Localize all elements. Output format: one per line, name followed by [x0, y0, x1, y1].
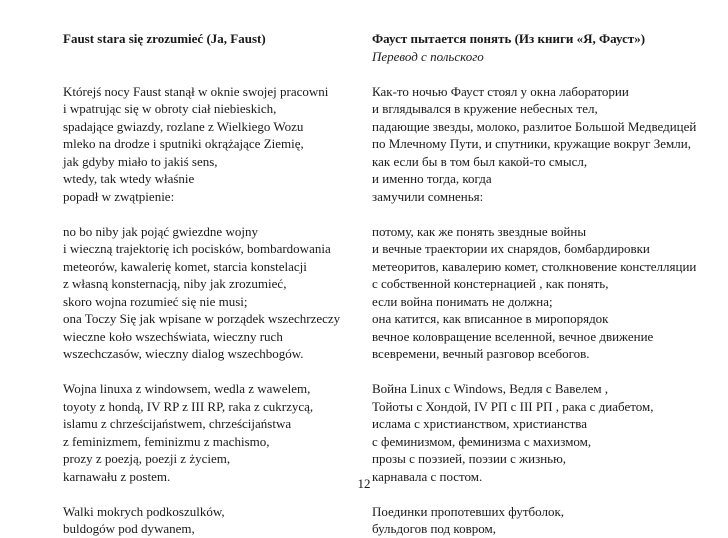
page-number: 12 — [357, 476, 371, 491]
stanza — [372, 380, 672, 485]
stanza — [372, 223, 697, 363]
verse-line: wtedy, tak wtedy właśnie — [63, 171, 195, 186]
verse-line: spadające gwiazdy, rozlane z Wielkiego Wozu — [63, 118, 304, 134]
verse-line: ислама с христианством, христианства — [372, 416, 588, 431]
verse-line: с собственной констернацией , как понять, — [372, 276, 609, 291]
stanza — [372, 503, 672, 538]
stanza — [63, 83, 363, 206]
verse-line: потому, как же понять звездные войны — [372, 223, 587, 239]
verse-line: Тойоты с Хондой, IV РП с III РП , рака с диабетом, — [372, 398, 654, 414]
stanza — [63, 503, 363, 538]
verse-line: замучили сомненья: — [372, 188, 484, 204]
stanza — [63, 380, 363, 485]
verse-line: i wpatrując się w obroty ciał niebieskich, — [63, 101, 277, 116]
verse-line: z własną konsternacją, niby jak zrozumieć, — [63, 276, 287, 291]
polish-column — [63, 30, 363, 538]
stanza — [63, 223, 363, 363]
verse-line: prozy z poezją, poezji z życiem, — [63, 451, 231, 466]
verse-line: и именно тогда, когда — [372, 171, 492, 186]
verse-line: Поединки пропотевших футболок, — [372, 503, 565, 519]
verse-line: wieczne koło wszechświata, wieczny ruch — [63, 328, 283, 344]
verse-line: если война понимать не должна; — [372, 293, 553, 309]
polish-stanzas — [63, 83, 363, 538]
verse-line: no bo niby jak pojąć gwiezdne wojny — [63, 223, 258, 239]
verse-line: и вечные траектории их снарядов, бомбардировки — [372, 241, 650, 256]
verse-line: skoro wojna rozumieć się nie musi; — [63, 293, 248, 309]
russian-column — [372, 30, 697, 538]
russian-stanzas — [372, 83, 697, 538]
verse-line: вечное коловращение вселенной, вечное движение — [372, 328, 654, 344]
verse-line: jak gdyby miało to jakiś sens, — [63, 153, 218, 169]
verse-line: Którejś nocy Faust stanął w oknie swojej pracowni — [63, 83, 329, 99]
verse-line: islamu z chrześcijaństwem, chrześcijaństwa — [63, 416, 292, 431]
verse-line: popadł w zwątpienie: — [63, 188, 175, 204]
stanza — [372, 83, 697, 206]
verse-line: как если бы в том был какой-то смысл, — [372, 153, 588, 169]
verse-line: wszechczasów, wieczny dialog wszechbogów. — [63, 346, 304, 361]
verse-line: meteorów, kawalerię komet, starcia konstelacji — [63, 258, 307, 274]
verse-line: i wieczną trajektorię ich pocisków, bombardowania — [63, 241, 331, 256]
verse-line: ona Toczy Się jak wpisane w porządek wszechrzeczy — [63, 311, 341, 326]
verse-line: Walki mokrych podkoszulków, — [63, 503, 225, 519]
verse-line: z feminizmem, feminizmu z machismo, — [63, 433, 270, 449]
russian-subtitle: Перевод с польского — [372, 48, 484, 64]
verse-line: с феминизмом, феминизма с махизмом, — [372, 433, 592, 449]
verse-line: mleko na drodze i sputniki okrążające Ziemię, — [63, 136, 304, 151]
verse-line: и вглядывался в кружение небесных тел, — [372, 101, 598, 116]
verse-line: Как-то ночью Фауст стоял у окна лаборатории — [372, 83, 629, 99]
verse-line: всевремени, вечный разговор всебогов. — [372, 346, 590, 361]
verse-line: падающие звезды, молоко, разлитое Большой Медведицей — [372, 118, 697, 134]
verse-line: karnawału z postem. — [63, 468, 171, 484]
verse-line: Война Linux с Windows, Ведля с Вавелем , — [372, 381, 609, 396]
verse-line: бульдогов под ковром, — [372, 521, 496, 536]
verse-line: она катится, как вписанное в миропорядок — [372, 311, 609, 326]
verse-line: buldogów pod dywanem, — [63, 521, 195, 536]
russian-title: Фауст пытается понять (Из книги «Я, Фауст») — [372, 31, 646, 46]
verse-line: карнавала с постом. — [372, 468, 483, 484]
verse-line: метеоритов, кавалерию комет, столкновение констелляции — [372, 258, 697, 274]
verse-line: прозы с поэзией, поэзии с жизнью, — [372, 451, 567, 466]
polish-title: Faust stara się zrozumieć (Ja, Faust) — [63, 31, 266, 46]
verse-line: по Млечному Пути, и спутники, кружащие вокруг Земли, — [372, 136, 691, 151]
verse-line: toyoty z hondą, IV RP z III RP, raka z cukrzycą, — [63, 398, 314, 414]
verse-line: Wojna linuxa z windowsem, wedla z wawelem, — [63, 381, 311, 396]
